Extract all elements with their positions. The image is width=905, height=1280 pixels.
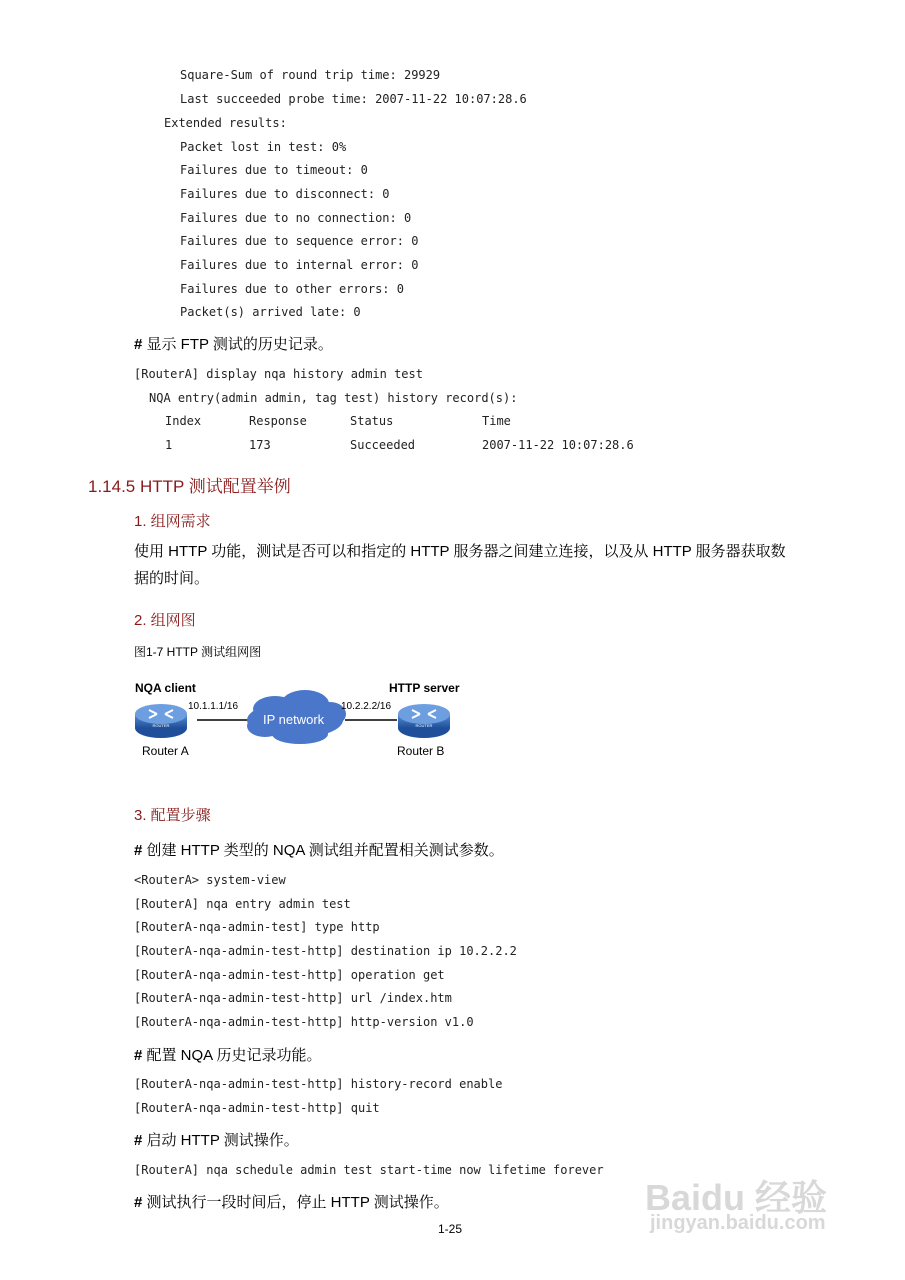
step-note bbox=[134, 839, 504, 860]
section-title: 1.14.5 HTTP 测试配置举例 bbox=[88, 477, 291, 496]
config-line: [RouterA] nqa entry admin test bbox=[134, 897, 351, 911]
stats-block bbox=[0, 0, 905, 330]
router-b-label: Router B bbox=[397, 744, 445, 758]
note-text: 测试执行一段时间后，停止 HTTP 测试操作。 bbox=[142, 1194, 449, 1211]
subsection-diagram: 2. 组网图 bbox=[134, 612, 196, 629]
schedule-command: [RouterA] nqa schedule admin test start-time now lifetime forever bbox=[134, 1163, 604, 1177]
config-line: <RouterA> system-view bbox=[134, 873, 286, 887]
subsection-steps: 3. 配置步骤 bbox=[134, 807, 211, 824]
table-cell: 2007-11-22 10:07:28.6 bbox=[482, 438, 634, 452]
step-note bbox=[134, 1191, 449, 1212]
server-label: HTTP server bbox=[389, 681, 460, 695]
stats-line: Failures due to other errors: 0 bbox=[180, 282, 404, 296]
stats-line: Packet(s) arrived late: 0 bbox=[180, 305, 361, 319]
table-header: Time bbox=[482, 414, 511, 428]
watermark-url: jingyan.baidu.com bbox=[650, 1212, 826, 1234]
router-b-icon bbox=[398, 704, 450, 738]
config-line: [RouterA-nqa-admin-test-http] http-version v1.0 bbox=[134, 1015, 474, 1029]
table-cell: 173 bbox=[249, 438, 271, 452]
table-cell: Succeeded bbox=[350, 438, 416, 452]
history-command: [RouterA] display nqa history admin test bbox=[134, 367, 423, 381]
router-b-badge: ROUTER bbox=[415, 723, 433, 728]
table-cell: 1 bbox=[165, 438, 173, 452]
client-label: NQA client bbox=[135, 681, 196, 695]
config-line: [RouterA-nqa-admin-test-http] destination ip 10.2.2.2 bbox=[134, 944, 517, 958]
stats-line: Failures due to internal error: 0 bbox=[180, 258, 419, 272]
config-line: [RouterA-nqa-admin-test-http] quit bbox=[134, 1101, 380, 1115]
figure-caption: 图1-7 HTTP 测试组网图 bbox=[134, 645, 262, 659]
config-line: [RouterA-nqa-admin-test] type http bbox=[134, 920, 380, 934]
note-text: 创建 HTTP 类型的 NQA 测试组并配置相关测试参数。 bbox=[142, 842, 504, 859]
subsection-requirements: 1. 组网需求 bbox=[134, 513, 211, 530]
note-text: 显示 FTP 测试的历史记录。 bbox=[142, 336, 333, 353]
table-header: Response bbox=[249, 414, 307, 428]
config-line: [RouterA-nqa-admin-test-http] url /index.htm bbox=[134, 991, 452, 1005]
page-number: 1-25 bbox=[438, 1222, 463, 1236]
note-text: 配置 NQA 历史记录功能。 bbox=[142, 1047, 322, 1064]
stats-line: Failures due to sequence error: 0 bbox=[180, 234, 419, 248]
stats-line: Failures due to timeout: 0 bbox=[180, 163, 368, 177]
table-header: Status bbox=[350, 414, 394, 428]
note-text: 启动 HTTP 测试操作。 bbox=[142, 1132, 299, 1149]
router-a-badge: ROUTER bbox=[152, 723, 170, 728]
router-a-icon bbox=[135, 704, 187, 738]
hash-mark: # bbox=[134, 1194, 143, 1211]
paragraph-line: 使用 HTTP 功能，测试是否可以和指定的 HTTP 服务器之间建立连接，以及从 HTTP 服务器获取数 bbox=[134, 543, 786, 560]
paragraph-line: 据的时间。 bbox=[134, 570, 210, 587]
stats-line: Square-Sum of round trip time: 29929 bbox=[180, 68, 441, 82]
stats-line: Last succeeded probe time: 2007-11-22 10:07:28.6 bbox=[180, 92, 527, 106]
config-line: [RouterA-nqa-admin-test-http] operation get bbox=[134, 968, 445, 982]
stats-line: Failures due to disconnect: 0 bbox=[180, 187, 390, 201]
cloud-label: IP network bbox=[263, 712, 325, 727]
hash-mark: # bbox=[134, 336, 143, 353]
stats-line: Extended results: bbox=[164, 116, 287, 130]
step-note bbox=[134, 1129, 299, 1150]
hash-mark: # bbox=[134, 1047, 143, 1064]
hash-mark: # bbox=[134, 1132, 143, 1149]
hash-mark: # bbox=[134, 842, 143, 859]
history-entry-header: NQA entry(admin admin, tag test) history record(s): bbox=[149, 391, 518, 405]
history-note bbox=[134, 333, 333, 354]
ip-a-label: 10.1.1.1/16 bbox=[188, 701, 239, 712]
stats-line: Packet lost in test: 0% bbox=[180, 140, 347, 154]
requirement-paragraph bbox=[134, 538, 824, 592]
ip-b-label: 10.2.2.2/16 bbox=[341, 701, 392, 712]
stats-line: Failures due to no connection: 0 bbox=[180, 211, 412, 225]
watermark-logo: Baidu 经验 bbox=[645, 1177, 828, 1218]
table-header: Index bbox=[165, 414, 202, 428]
config-line: [RouterA-nqa-admin-test-http] history-record enable bbox=[134, 1077, 503, 1091]
router-a-label: Router A bbox=[142, 744, 189, 758]
step-note bbox=[134, 1044, 322, 1065]
